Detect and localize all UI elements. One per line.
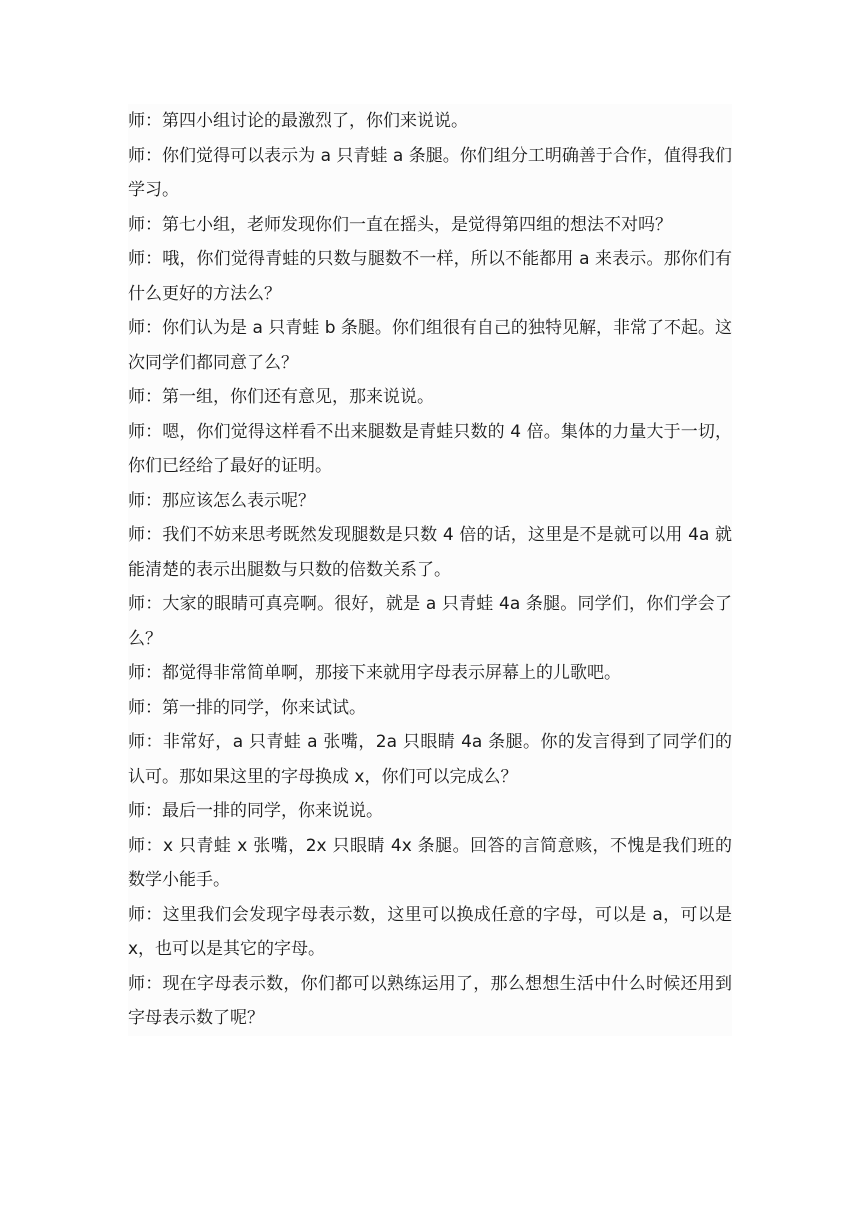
dialogue-paragraph: 师：这里我们会发现字母表示数，这里可以换成任意的字母，可以是 a，可以是 x，也可以是其它的字母。: [128, 904, 732, 959]
dialogue-paragraph: 师：那应该怎么表示呢？: [128, 490, 315, 511]
dialogue-paragraph: 师：哦，你们觉得青蛙的只数与腿数不一样，所以不能都用 a 来表示。那你们有什么更好的方法么？: [128, 249, 732, 304]
dialogue-paragraph: 师：非常好，a 只青蛙 a 张嘴，2a 只眼睛 4a 条腿。你的发言得到了同学们的认可。那如果这里的字母换成 x，你们可以完成么？: [128, 732, 732, 787]
dialogue-paragraph: 师：都觉得非常简单啊，那接下来就用字母表示屏幕上的儿歌吧。: [128, 663, 621, 683]
dialogue-paragraph: 师：现在字母表示数，你们都可以熟练运用了，那么想想生活中什么时候还用到字母表示数了呢？: [128, 973, 732, 1028]
dialogue-paragraph: 师：第四小组讨论的最激烈了，你们来说说。: [128, 111, 468, 131]
dialogue-paragraph: 师：第一排的同学，你来试试。: [128, 697, 366, 718]
dialogue-paragraph: 师：最后一排的同学，你来说说。: [128, 801, 383, 821]
dialogue-paragraph: 师：第一组，你们还有意见，那来说说。: [128, 387, 434, 407]
dialogue-paragraph: 师：第七小组，老师发现你们一直在摇头，是觉得第四组的想法不对吗？: [128, 214, 672, 235]
dialogue-paragraph: 师：大家的眼睛可真亮啊。很好，就是 a 只青蛙 4a 条腿。同学们，你们学会了么？: [128, 594, 732, 649]
dialogue-paragraph: 师：x 只青蛙 x 张嘴，2x 只眼睛 4x 条腿。回答的言简意赅，不愧是我们班的数学小能手。: [128, 835, 732, 890]
dialogue-paragraph: 师：嗯，你们觉得这样看不出来腿数是青蛙只数的 4 倍。集体的力量大于一切，你们已经给了最好的证明。: [128, 421, 732, 476]
dialogue-paragraph: 师：你们认为是 a 只青蛙 b 条腿。你们组很有自己的独特见解，非常了不起。这次同学们都同意了么？: [128, 318, 732, 373]
dialogue-text-block: [128, 104, 732, 1036]
dialogue-paragraph: 师：我们不妨来思考既然发现腿数是只数 4 倍的话，这里是不是就可以用 4a 就能清楚的表示出腿数与只数的倍数关系了。: [128, 525, 732, 580]
dialogue-paragraph: 师：你们觉得可以表示为 a 只青蛙 a 条腿。你们组分工明确善于合作，值得我们学习。: [128, 145, 732, 200]
